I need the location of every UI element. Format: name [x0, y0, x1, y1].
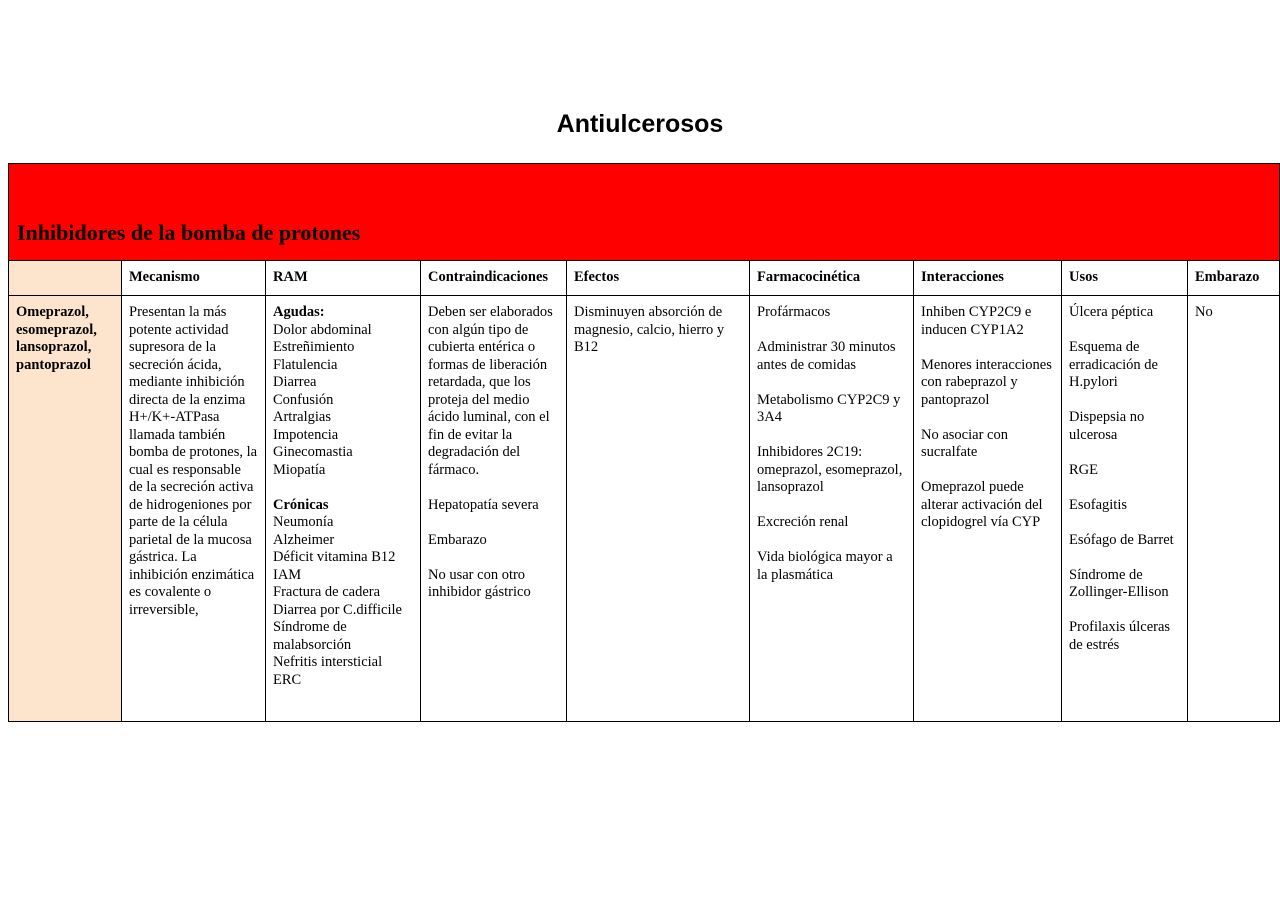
ram-cell	[266, 296, 421, 722]
list-item: Confusión	[273, 391, 334, 408]
list-item: Vida biológica mayor a la plasmática	[757, 549, 893, 583]
list-item: Menores interacciones con rabeprazol y pantoprazol	[921, 356, 1052, 408]
header-embarazo: Embarazo	[1188, 261, 1280, 296]
farmacocinetica-cell	[750, 296, 914, 722]
ram-agudas-list	[273, 322, 413, 480]
list-item: Metabolismo CYP2C9 y 3A4	[757, 391, 901, 425]
list-item: Dispepsia no ulcerosa	[1069, 409, 1145, 443]
list-item: Úlcera péptica	[1069, 304, 1154, 320]
table-row	[9, 296, 1280, 722]
header-farmacocinetica: Farmacocinética	[750, 261, 914, 296]
section-title: Inhibidores de la bomba de protones	[17, 220, 361, 245]
list-item: Artralgias	[273, 409, 331, 425]
interacciones-cell	[914, 296, 1062, 722]
list-item: No usar con otro inhibidor gástrico	[428, 566, 531, 600]
list-item: Miopatía	[273, 461, 326, 478]
list-item: ERC	[273, 671, 302, 688]
list-item: Omeprazol puede alterar activación del clopidogrel vía CYP	[921, 479, 1043, 530]
list-item: Déficit vitamina B12	[273, 549, 396, 565]
list-item: Deben ser elaborados con algún tipo de cubierta entérica o formas de liberación retardada, que los proteja del medio ácido luminal, con el fin de evitar la degradación del fármaco.	[428, 304, 553, 478]
list-item: IAM	[273, 566, 302, 583]
list-item: Estreñimiento	[273, 339, 355, 355]
page-title: Antiulcerosos	[556, 110, 724, 138]
usos-list	[1069, 304, 1180, 654]
list-item: Flatulencia	[273, 356, 338, 373]
header-efectos: Efectos	[567, 261, 750, 296]
list-item: Excreción renal	[757, 514, 849, 530]
drug-names-cell: Omeprazol, esomeprazol, lansoprazol, pantoprazol	[9, 296, 122, 722]
efectos-cell: Disminuyen absorción de magnesio, calcio, hierro y B12	[567, 296, 750, 722]
list-item: Esquema de erradicación de H.pylori	[1069, 339, 1158, 390]
list-item: Esófago de Barret	[1069, 531, 1174, 548]
header-mecanismo: Mecanismo	[122, 261, 266, 296]
list-item: Inhiben CYP2C9 e inducen CYP1A2	[921, 304, 1032, 338]
list-item: Diarrea por C.difficile	[273, 601, 402, 618]
list-item: Embarazo	[428, 531, 487, 548]
list-item: Profilaxis úlceras de estrés	[1069, 619, 1171, 653]
header-empty-cell	[9, 261, 122, 296]
header-usos: Usos	[1062, 261, 1188, 296]
list-item: Inhibidores 2C19: omeprazol, esomeprazol, lansoprazol	[757, 444, 903, 495]
column-header-row	[9, 261, 1280, 296]
contraindicaciones-cell	[421, 296, 567, 722]
list-item: Profármacos	[757, 304, 831, 320]
section-header-cell	[9, 164, 1280, 261]
list-item: Alzheimer	[273, 531, 335, 548]
list-item: Administrar 30 minutos antes de comidas	[757, 339, 896, 373]
list-item: Hepatopatía severa	[428, 496, 539, 513]
ram-cronicas-list	[273, 514, 413, 689]
section-row	[9, 164, 1280, 261]
header-contraindicaciones: Contraindicaciones	[421, 261, 567, 296]
list-item: Neumonía	[273, 514, 334, 530]
drug-table	[8, 163, 1280, 722]
list-item: Fractura de cadera	[273, 584, 381, 600]
list-item: Síndrome de Zollinger-Ellison	[1069, 566, 1169, 600]
list-item: Dolor abdominal	[273, 321, 372, 338]
list-item: Diarrea	[273, 374, 317, 390]
header-interacciones: Interacciones	[914, 261, 1062, 296]
list-item: Esofagitis	[1069, 496, 1127, 513]
list-item: RGE	[1069, 461, 1098, 478]
list-item: Nefritis intersticial	[273, 654, 383, 670]
ram-cronicas-label: Crónicas	[273, 496, 329, 513]
list-item: Ginecomastia	[273, 444, 353, 460]
mecanismo-cell: Presentan la más potente actividad supresora de la secreción ácida, mediante inhibición directa de la enzima H+/K+-ATPasa llamada también bomba de protones, la cual es responsable de la secreción activa de hidrogeniones por parte de la célula parietal de la mucosa gástrica. La inhibición enzimática es covalente o irreversible,	[122, 296, 266, 722]
header-ram: RAM	[266, 261, 421, 296]
list-item: Síndrome de malabsorción	[273, 619, 352, 653]
contraindicaciones-list	[428, 304, 559, 602]
ram-agudas-label: Agudas:	[273, 304, 325, 320]
list-item: No asociar con sucralfate	[921, 426, 1008, 460]
list-item: Impotencia	[273, 426, 339, 443]
embarazo-cell: No	[1188, 296, 1280, 722]
usos-cell	[1062, 296, 1188, 722]
farmacocinetica-list	[757, 304, 906, 584]
interacciones-list	[921, 304, 1054, 532]
